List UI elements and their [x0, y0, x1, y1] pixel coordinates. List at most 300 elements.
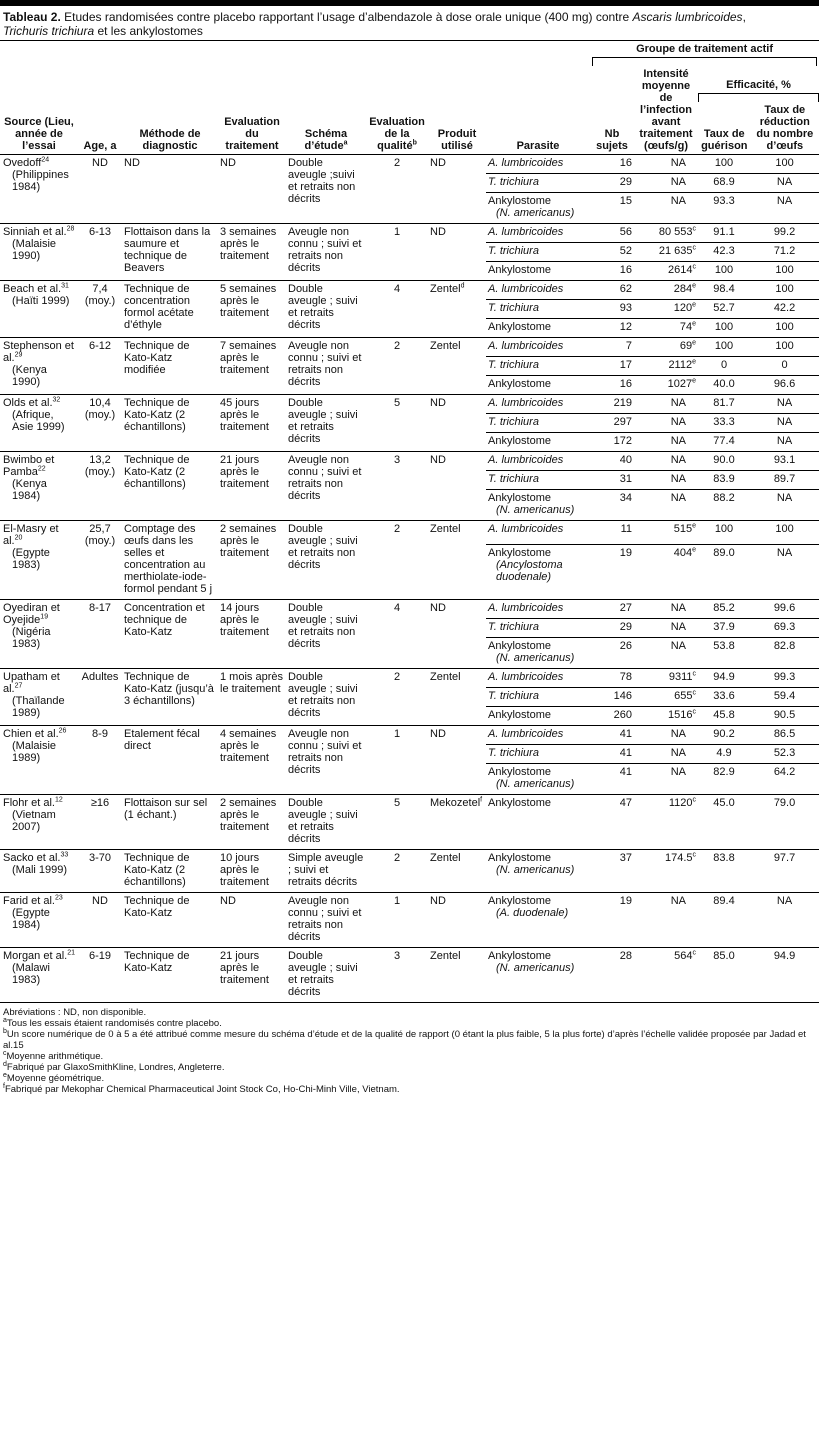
parasite-name: A. lumbricoides: [488, 397, 564, 409]
subjects-cell: 29: [590, 619, 634, 638]
subjects-cell: 41: [590, 726, 634, 745]
study-method: Technique de Kato-Katz (jusqu’à 3 échantillons): [122, 669, 218, 726]
cure-cell: 45.8: [698, 707, 750, 726]
intensity-value: 655: [674, 690, 693, 702]
study-product: [428, 338, 486, 395]
study-product-name: Mekozetel: [430, 797, 481, 809]
study-product-name: ND: [430, 397, 446, 409]
study-schema: Double aveugle ; suivi et retraits non décrits: [286, 600, 366, 669]
reduction-cell: 69.3: [750, 619, 819, 638]
study-quality: 2: [366, 338, 428, 395]
intensity-sup: e: [692, 301, 696, 309]
study-schema: Simple aveugle ; suivi et retraits décrits: [286, 850, 366, 893]
parasite-cell: [486, 850, 590, 893]
subjects-cell: 297: [590, 414, 634, 433]
study-quality: 4: [366, 281, 428, 338]
col-quality-label: Evaluation de la qualité: [369, 116, 425, 152]
study-schema: Double aveugle ; suivi et retraits décrits: [286, 395, 366, 452]
subjects-cell: 34: [590, 490, 634, 521]
study-ref: 27: [14, 682, 23, 690]
intensity-sup: c: [692, 670, 696, 678]
parasite-name: A. lumbricoides: [488, 340, 564, 352]
cure-cell: 83.8: [698, 850, 750, 893]
study-age: Adultes: [78, 669, 122, 726]
study-ref: 29: [14, 351, 23, 359]
parasite-cell: [486, 893, 590, 948]
study-product: [428, 600, 486, 669]
reduction-cell: 0: [750, 357, 819, 376]
table-row: [0, 726, 819, 745]
intensity-value: 21 635: [658, 245, 693, 257]
intensity-sup: c: [692, 225, 696, 233]
intensity-value: 284: [673, 283, 693, 295]
subjects-cell: 26: [590, 638, 634, 669]
cure-cell: 85.2: [698, 600, 750, 619]
parasite-name: A. lumbricoides: [488, 226, 564, 238]
parasite-name: Ankylostome: [488, 492, 551, 504]
intensity-value: NA: [670, 621, 686, 633]
study-product: [428, 281, 486, 338]
study-age: 10,4 (moy.): [78, 395, 122, 452]
cure-cell: 91.1: [698, 224, 750, 243]
subjects-cell: 47: [590, 795, 634, 850]
study-method: Technique de Kato-Katz (2 échantillons): [122, 452, 218, 521]
intensity-value: NA: [670, 435, 686, 447]
intensity-sup: c: [692, 851, 696, 859]
parasite-cell: [486, 452, 590, 471]
cure-cell: 52.7: [698, 300, 750, 319]
reduction-cell: 90.5: [750, 707, 819, 726]
study-evaluation: 7 semaines après le traitement: [218, 338, 286, 395]
study-quality: 5: [366, 795, 428, 850]
footnote-sup: d: [3, 1060, 7, 1068]
study-evaluation: 4 semaines après le traitement: [218, 726, 286, 795]
study-schema: Aveugle non connu ; suivi et retraits non décrits: [286, 338, 366, 395]
intensity-value: 80 553: [658, 226, 693, 238]
study-evaluation: 1 mois après le traitement: [218, 669, 286, 726]
parasite-cell: [486, 707, 590, 726]
footnote-sup: e: [3, 1071, 7, 1079]
group-active-header: Groupe de traitement actif: [636, 43, 773, 55]
parasite-cell: [486, 433, 590, 452]
parasite-cell: [486, 224, 590, 243]
subjects-cell: 260: [590, 707, 634, 726]
subjects-cell: 7: [590, 338, 634, 357]
study-name: Chien et al.: [3, 728, 59, 740]
intensity-value: NA: [670, 602, 686, 614]
reduction-cell: 96.6: [750, 376, 819, 395]
study-quality: 4: [366, 600, 428, 669]
study-product-name: Zentel: [430, 852, 461, 864]
study-name: Beach et al.: [3, 283, 62, 295]
parasite-cell: [486, 521, 590, 545]
study-age: ND: [78, 893, 122, 948]
table-row: [0, 948, 819, 1003]
intensity-cell: [634, 669, 698, 688]
table-row: [0, 155, 819, 174]
intensity-cell: [634, 300, 698, 319]
intensity-sup: e: [692, 339, 696, 347]
reduction-cell: 100: [750, 338, 819, 357]
study-ref: 21: [67, 949, 75, 957]
study-product-name: ND: [430, 157, 446, 169]
parasite-name: Ankylostome: [488, 264, 551, 276]
study-evaluation: ND: [218, 893, 286, 948]
table-row: [0, 795, 819, 850]
study-age: 6-12: [78, 338, 122, 395]
parasite-cell: [486, 764, 590, 795]
study-quality: 5: [366, 395, 428, 452]
footnote: [3, 1073, 816, 1084]
study-quality: 1: [366, 224, 428, 281]
parasite-name: T. trichiura: [488, 416, 539, 428]
intensity-cell: [634, 795, 698, 850]
study-location: (Kenya 1990): [12, 364, 47, 388]
study-schema: Double aveugle ; suivi et retraits non décrits: [286, 669, 366, 726]
study-schema: Double aveugle ; suivi et retraits décrits: [286, 281, 366, 338]
subjects-cell: 28: [590, 948, 634, 1003]
parasite-name: A. lumbricoides: [488, 671, 564, 683]
study-age: 8-17: [78, 600, 122, 669]
parasite-name: Ankylostome: [488, 378, 551, 390]
parasite-name: T. trichiura: [488, 359, 539, 371]
study-product-name: ND: [430, 728, 446, 740]
study-evaluation: 2 semaines après le traitement: [218, 521, 286, 600]
study-location: (Kenya 1984): [12, 478, 47, 502]
study-ref: 28: [66, 225, 75, 233]
study-location: (Malaisie 1989): [12, 740, 57, 764]
reduction-cell: 86.5: [750, 726, 819, 745]
table-row: [0, 521, 819, 545]
intensity-value: 74: [679, 321, 693, 333]
intensity-value: 404: [673, 547, 693, 560]
subjects-cell: 11: [590, 521, 634, 545]
parasite-cell: [486, 619, 590, 638]
intensity-cell: [634, 726, 698, 745]
study-method: Concentration et technique de Kato-Katz: [122, 600, 218, 669]
study-age: ≥16: [78, 795, 122, 850]
study-name: Olds et al.: [3, 397, 53, 409]
footnote: [3, 1029, 816, 1051]
footnote-text: Fabriqué par Mekophar Chemical Pharmaceutical Joint Stock Co, Ho-Chi-Minh Ville, Vietnam.: [4, 1084, 400, 1095]
study-product: [428, 669, 486, 726]
study-ref: 24: [41, 156, 50, 164]
study-method: Technique de Kato-Katz (2 échantillons): [122, 850, 218, 893]
reduction-cell: 97.7: [750, 850, 819, 893]
group-efficacy-header: Efficacité, %: [726, 79, 791, 91]
study-name: Farid et al.: [3, 895, 55, 907]
study-ref: 33: [60, 851, 69, 859]
reduction-cell: 42.2: [750, 300, 819, 319]
study-method: Technique de Kato-Katz (2 échantillons): [122, 395, 218, 452]
study-source: [0, 338, 78, 395]
cure-cell: 100: [698, 155, 750, 174]
intensity-sup: c: [692, 708, 696, 716]
cure-cell: 77.4: [698, 433, 750, 452]
study-product-name: ND: [430, 895, 446, 907]
study-age: 7,4 (moy.): [78, 281, 122, 338]
cure-cell: 89.4: [698, 893, 750, 948]
study-ref: 23: [54, 894, 63, 902]
subjects-cell: 31: [590, 471, 634, 490]
intensity-value: 120: [673, 302, 693, 314]
col-source: Source (Lieu, année de l’essai: [0, 66, 78, 155]
reduction-cell: 100: [750, 281, 819, 300]
footnote: [3, 1007, 816, 1018]
parasite-cell: [486, 262, 590, 281]
parasite-name: Ankylostome: [488, 895, 551, 907]
parasite-cell: [486, 414, 590, 433]
parasite-cell: [486, 243, 590, 262]
cure-cell: 90.2: [698, 726, 750, 745]
study-schema: Aveugle non connu ; suivi et retraits non décrits: [286, 726, 366, 795]
table-row: [0, 669, 819, 688]
study-product-name: Zentel: [430, 523, 461, 535]
study-source: [0, 521, 78, 600]
intensity-cell: [634, 619, 698, 638]
study-product: [428, 395, 486, 452]
subjects-cell: 52: [590, 243, 634, 262]
subjects-cell: 62: [590, 281, 634, 300]
study-method: Flottaison dans la saumure et technique de Beavers: [122, 224, 218, 281]
table-row: [0, 395, 819, 414]
study-product: [428, 155, 486, 224]
study-schema: Aveugle non connu ; suivi et retraits non décrits: [286, 452, 366, 521]
study-product-name: ND: [430, 226, 446, 238]
footnote: [3, 1062, 816, 1073]
parasite-name: T. trichiura: [488, 747, 539, 759]
table-row: [0, 600, 819, 619]
reduction-cell: 100: [750, 319, 819, 338]
cure-cell: 45.0: [698, 795, 750, 850]
parasite-name: T. trichiura: [488, 690, 539, 702]
intensity-value: NA: [670, 157, 686, 169]
study-quality: 3: [366, 948, 428, 1003]
study-product: [428, 224, 486, 281]
parasite-name: T. trichiura: [488, 621, 539, 633]
footnote: [3, 1018, 816, 1029]
study-source: [0, 795, 78, 850]
intensity-sup: e: [692, 522, 696, 530]
reduction-cell: NA: [750, 414, 819, 433]
intensity-cell: [634, 471, 698, 490]
intensity-value: 174.5: [664, 852, 693, 864]
caption-label: Tableau 2.: [3, 10, 61, 24]
parasite-name: A. lumbricoides: [488, 523, 564, 535]
reduction-cell: 100: [750, 155, 819, 174]
study-age: ND: [78, 155, 122, 224]
col-intensity: Intensité moyenne de l’infection avant traitement (œufs/g): [634, 66, 698, 155]
footnote-sup: a: [3, 1016, 7, 1024]
subjects-cell: 29: [590, 174, 634, 193]
parasite-name: Ankylostome: [488, 766, 551, 778]
subjects-cell: 15: [590, 193, 634, 224]
intensity-value: 69: [679, 340, 693, 352]
reduction-cell: NA: [750, 545, 819, 600]
parasite-cell: [486, 376, 590, 395]
study-location: (Thaïlande 1989): [12, 695, 65, 719]
study-method: ND: [122, 155, 218, 224]
reduction-cell: 82.8: [750, 638, 819, 669]
cure-cell: 33.6: [698, 688, 750, 707]
group-efficacy-bracket: [698, 93, 819, 102]
subjects-cell: 56: [590, 224, 634, 243]
cure-cell: 40.0: [698, 376, 750, 395]
caption-italic-1: Ascaris lumbricoides: [632, 10, 743, 24]
parasite-name: Ankylostome: [488, 435, 551, 447]
cure-cell: 100: [698, 521, 750, 545]
intensity-cell: [634, 521, 698, 545]
reduction-cell: 79.0: [750, 795, 819, 850]
study-location: (Malaisie 1990): [12, 238, 57, 262]
study-product-name: ND: [430, 454, 446, 466]
study-source: [0, 726, 78, 795]
reduction-cell: 93.1: [750, 452, 819, 471]
cure-cell: 100: [698, 319, 750, 338]
study-source: [0, 395, 78, 452]
study-location: (Nigéria 1983): [12, 626, 51, 650]
study-evaluation: 21 jours après le traitement: [218, 452, 286, 521]
table-row: [0, 893, 819, 948]
study-name: Sinniah et al.: [3, 226, 67, 238]
study-source: [0, 669, 78, 726]
study-evaluation: 2 semaines après le traitement: [218, 795, 286, 850]
subjects-cell: 172: [590, 433, 634, 452]
intensity-value: NA: [670, 640, 686, 652]
study-age: 8-9: [78, 726, 122, 795]
reduction-cell: 89.7: [750, 471, 819, 490]
parasite-name: Ankylostome: [488, 797, 551, 809]
study-name: Ovedoff: [3, 157, 42, 169]
parasite-name: A. lumbricoides: [488, 157, 564, 169]
table-row: [0, 452, 819, 471]
study-source: [0, 452, 78, 521]
study-quality: 2: [366, 521, 428, 600]
reduction-cell: NA: [750, 433, 819, 452]
caption-text-2: ,: [742, 10, 746, 24]
col-schema-sup: a: [343, 139, 348, 147]
study-name: Oyediran et Oyejide: [3, 602, 60, 626]
cure-cell: 100: [698, 338, 750, 357]
parasite-species: (N. americanus): [496, 207, 575, 219]
parasite-name: A. lumbricoides: [488, 454, 564, 466]
reduction-cell: NA: [750, 193, 819, 224]
cure-cell: 83.9: [698, 471, 750, 490]
subjects-cell: 37: [590, 850, 634, 893]
footnote-text: Fabriqué par GlaxoSmithKline, Londres, Angleterre.: [6, 1062, 225, 1073]
col-method: Méthode de diagnostic: [122, 66, 218, 155]
table-caption: [0, 6, 819, 38]
study-age: 13,2 (moy.): [78, 452, 122, 521]
cure-cell: 85.0: [698, 948, 750, 1003]
parasite-species: (N. americanus): [496, 778, 575, 790]
parasite-cell: [486, 638, 590, 669]
study-quality: 2: [366, 155, 428, 224]
study-source: [0, 850, 78, 893]
intensity-cell: [634, 338, 698, 357]
study-quality: 2: [366, 669, 428, 726]
intensity-value: 1516: [668, 709, 693, 721]
study-age: 3-70: [78, 850, 122, 893]
intensity-sup: c: [692, 689, 696, 697]
study-product-name: Zentel: [430, 950, 461, 962]
study-ref: 26: [58, 727, 67, 735]
table-row: [0, 850, 819, 893]
group-active-bracket: [592, 57, 817, 66]
parasite-cell: [486, 545, 590, 600]
parasite-species: (N. americanus): [496, 864, 575, 876]
intensity-value: 515: [673, 523, 693, 535]
reduction-cell: 99.2: [750, 224, 819, 243]
study-method: Technique de Kato-Katz modifiée: [122, 338, 218, 395]
table-row: [0, 338, 819, 357]
subjects-cell: 19: [590, 545, 634, 600]
reduction-cell: 94.9: [750, 948, 819, 1003]
footnote: [3, 1051, 816, 1062]
study-ref: 32: [52, 396, 61, 404]
intensity-cell: [634, 688, 698, 707]
study-ref: 12: [54, 796, 63, 804]
intensity-value: NA: [670, 473, 686, 485]
intensity-value: 1120: [668, 797, 693, 809]
parasite-name: A. lumbricoides: [488, 283, 564, 295]
intensity-cell: [634, 357, 698, 376]
reduction-cell: 59.4: [750, 688, 819, 707]
parasite-name: T. trichiura: [488, 302, 539, 314]
intensity-cell: [634, 281, 698, 300]
intensity-cell: [634, 224, 698, 243]
table-row: [0, 281, 819, 300]
reduction-cell: 99.3: [750, 669, 819, 688]
parasite-name: Ankylostome: [488, 195, 551, 207]
parasite-cell: [486, 193, 590, 224]
intensity-value: NA: [670, 454, 686, 466]
caption-text-3: et les ankylostomes: [94, 24, 203, 38]
reduction-cell: 99.6: [750, 600, 819, 619]
study-product: [428, 850, 486, 893]
intensity-sup: e: [692, 320, 696, 328]
parasite-species: (N. americanus): [496, 962, 575, 974]
subjects-cell: 78: [590, 669, 634, 688]
parasite-cell: [486, 357, 590, 376]
results-table: [0, 41, 819, 1003]
cure-cell: 94.9: [698, 669, 750, 688]
intensity-cell: [634, 414, 698, 433]
subjects-cell: 16: [590, 262, 634, 281]
parasite-cell: [486, 300, 590, 319]
study-location: (Egypte 1983): [12, 547, 50, 571]
study-product: [428, 893, 486, 948]
study-location: (Haïti 1999): [12, 295, 70, 307]
cure-cell: 4.9: [698, 745, 750, 764]
subjects-cell: 219: [590, 395, 634, 414]
study-quality: 2: [366, 850, 428, 893]
study-evaluation: 10 jours après le traitement: [218, 850, 286, 893]
intensity-sup: e: [692, 282, 696, 290]
footnote-text: Moyenne arithmétique.: [6, 1051, 104, 1062]
intensity-cell: [634, 395, 698, 414]
cure-cell: 42.3: [698, 243, 750, 262]
intensity-cell: [634, 893, 698, 948]
parasite-cell: [486, 471, 590, 490]
intensity-value: NA: [670, 176, 686, 188]
footnote-text: Tous les essais étaient randomisés contre placebo.: [6, 1018, 222, 1029]
study-ref: 31: [61, 282, 69, 290]
study-source: [0, 893, 78, 948]
cure-cell: 0: [698, 357, 750, 376]
intensity-cell: [634, 948, 698, 1003]
intensity-cell: [634, 243, 698, 262]
